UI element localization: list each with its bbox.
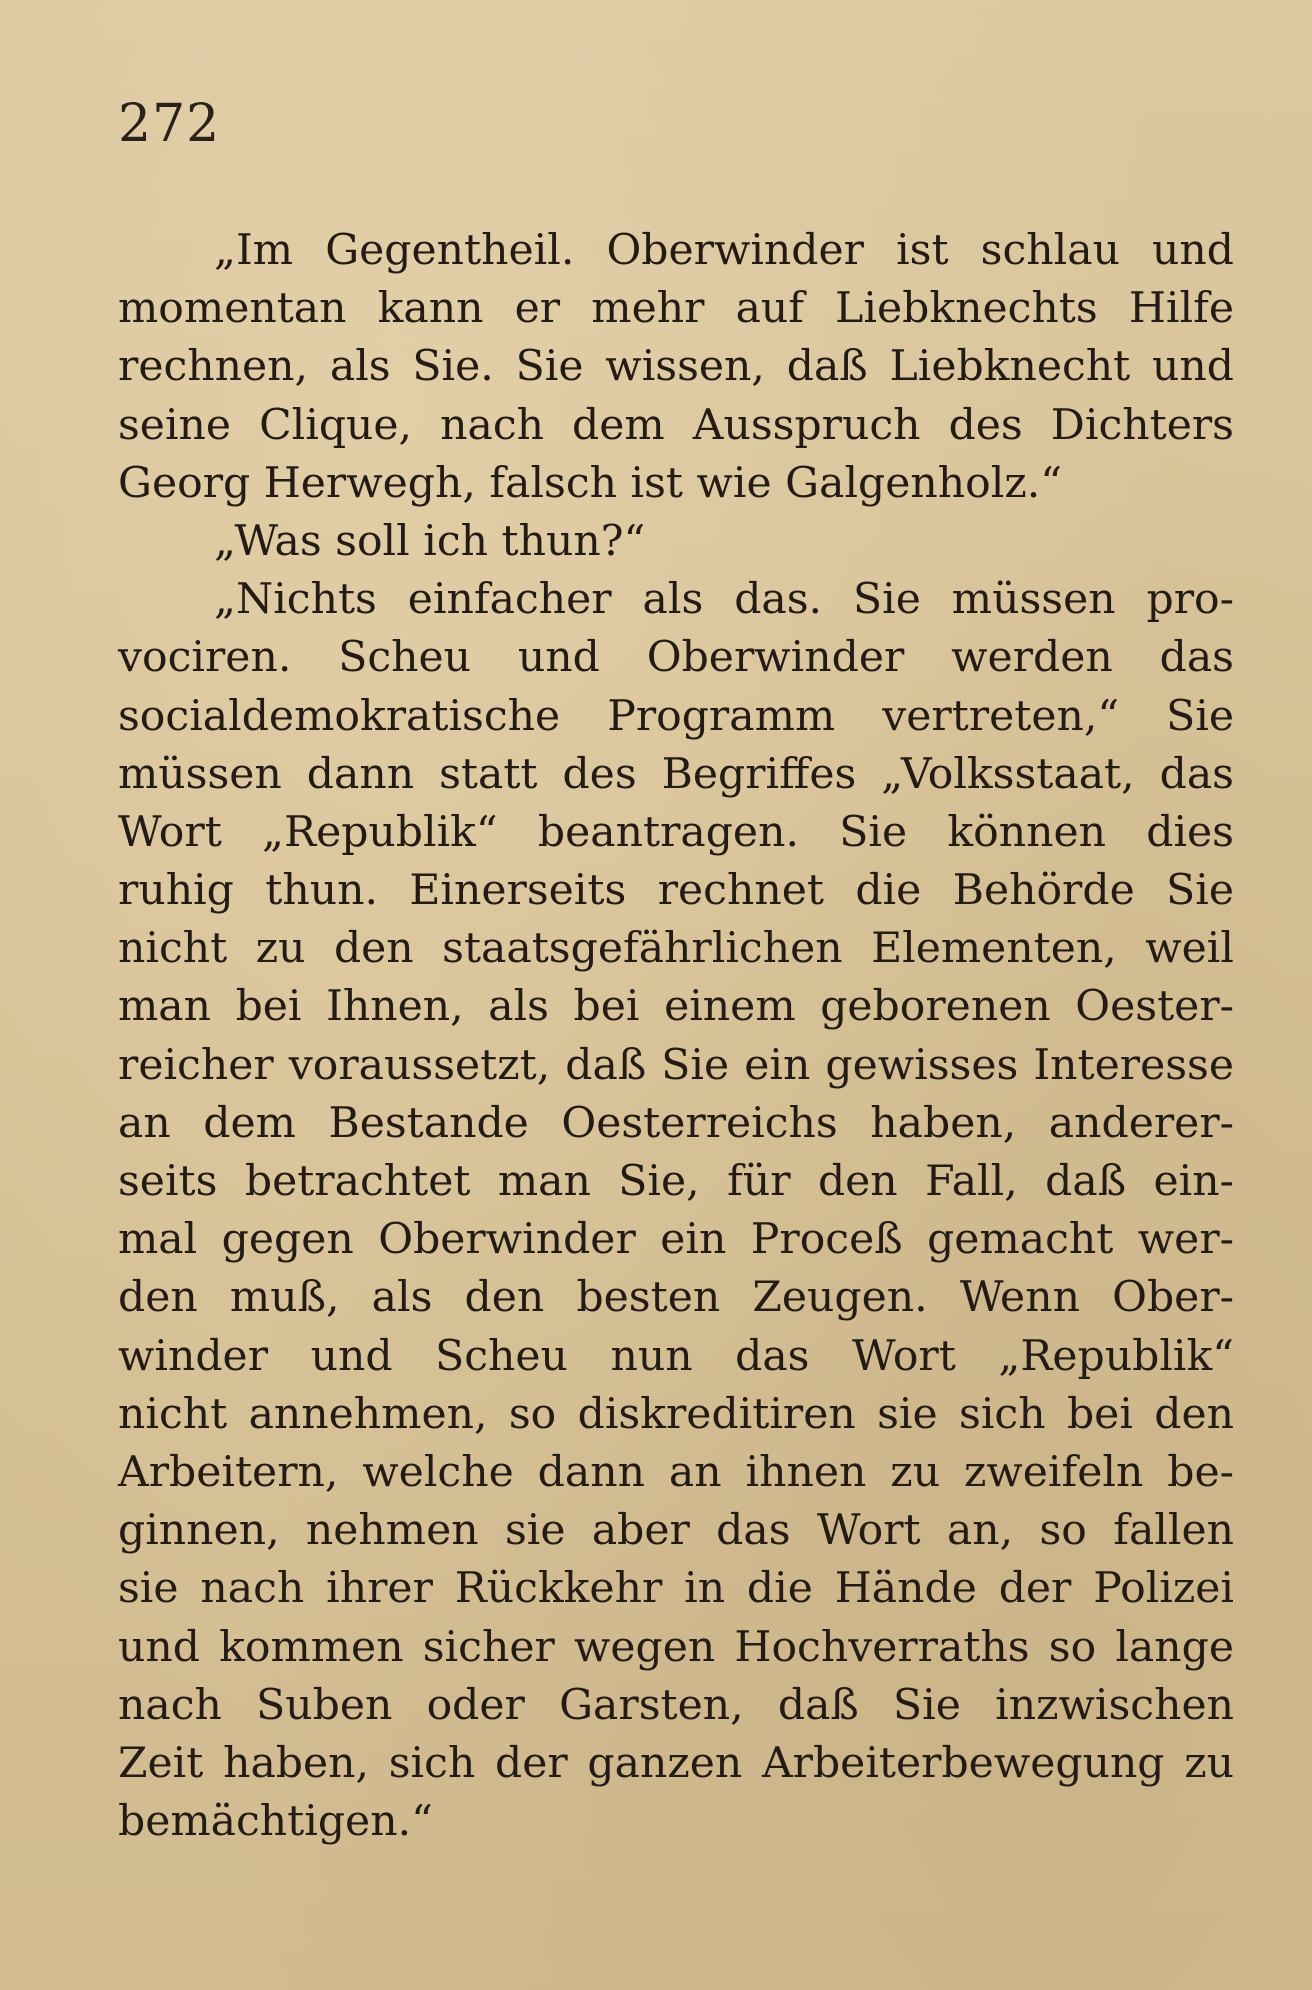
text-line: seits betrachtet man Sie, für den Fall, daß ein- bbox=[118, 1157, 1234, 1206]
text-line: sie nach ihrer Rückkehr in die Hände der Polizei bbox=[118, 1564, 1234, 1614]
text-line: an dem Bestande Oesterreichs haben, anderer- bbox=[118, 1098, 1234, 1148]
text-line: nach Suben oder Garsten, daß Sie inzwischen bbox=[118, 1680, 1234, 1730]
text-line: vociren. Scheu und Oberwinder werden das bbox=[118, 633, 1234, 683]
text-line: socialdemokratische Programm vertreten,“ Sie bbox=[118, 691, 1234, 741]
text-line: Georg Herwegh, falsch ist wie Galgenholz.“ bbox=[118, 458, 1062, 508]
text-line: nicht zu den staatsgefährlichen Elementen, weil bbox=[118, 924, 1234, 974]
text-line: momentan kann er mehr auf Liebknechts Hilfe bbox=[118, 284, 1234, 334]
text-line: Arbeitern, welche dann an ihnen zu zweifeln be- bbox=[118, 1447, 1234, 1497]
text-line: man bei Ihnen, als bei einem geborenen Oester- bbox=[118, 982, 1234, 1032]
text-line: reicher voraussetzt, daß Sie ein gewisses Interesse bbox=[118, 1040, 1234, 1090]
text-line: ginnen, nehmen sie aber das Wort an, so fallen bbox=[118, 1506, 1234, 1556]
text-line: Zeit haben, sich der ganzen Arbeiterbewegung zu bbox=[118, 1738, 1234, 1788]
text-line: ruhig thun. Einerseits rechnet die Behörde Sie bbox=[118, 866, 1234, 916]
text-line: „Nichts einfacher als das. Sie müssen pro- bbox=[214, 575, 1234, 625]
text-line: „Im Gegentheil. Oberwinder ist schlau und bbox=[214, 226, 1234, 275]
text-line: „Was soll ich thun?“ bbox=[214, 516, 646, 566]
text-line: seine Clique, nach dem Ausspruch des Dichters bbox=[118, 400, 1234, 450]
text-line: winder und Scheu nun das Wort „Republik“ bbox=[118, 1331, 1234, 1381]
text-line: rechnen, als Sie. Sie wissen, daß Liebknecht und bbox=[118, 342, 1234, 392]
text-line: bemächtigen.“ bbox=[118, 1797, 433, 1847]
text-line: nicht annehmen, so diskreditiren sie sich bei den bbox=[118, 1389, 1234, 1439]
text-line: und kommen sicher wegen Hochverraths so lange bbox=[118, 1622, 1234, 1672]
body-text bbox=[118, 222, 1234, 1851]
text-line: müssen dann statt des Begriffes „Volksstaat, das bbox=[118, 749, 1234, 799]
text-line: mal gegen Oberwinder ein Proceß gemacht wer- bbox=[118, 1215, 1234, 1265]
text-line: Wort „Republik“ beantragen. Sie können dies bbox=[118, 807, 1234, 857]
text-line: den muß, als den besten Zeugen. Wenn Ober- bbox=[118, 1273, 1234, 1323]
page-number: 272 bbox=[118, 94, 221, 154]
